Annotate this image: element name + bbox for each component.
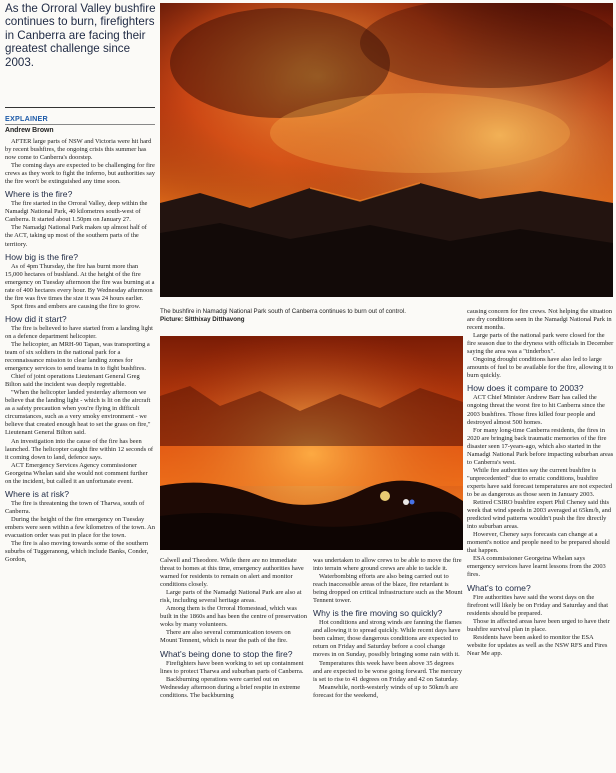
divider <box>5 107 155 108</box>
section-heading: How big is the fire? <box>5 251 79 262</box>
paragraph: Firefighters have been working to set up containment lines to protect Tharwa and suburban parts of Canberra. <box>160 659 304 675</box>
paragraph: The fire is believed to have started from a landing light on a defence department helicopter. <box>5 324 153 340</box>
paragraph: Those in affected areas have been urged to have their bushfire survival plan in place. <box>467 617 610 633</box>
paragraph: While fire authorities say the current bushfire is "unprecedented" due to erratic conditions, bushfire experts have said forecast temperatures are not expected to be as dangerous as those seen in January 2003. <box>467 466 612 498</box>
paragraph: Residents have been asked to monitor the ESA website for updates as well as the NSW RFS and Fires Near Me app. <box>467 633 608 657</box>
paragraph: causing concern for fire crews. Not helping the situation are dry conditions seen in the Namadgi National Park in recent months. <box>467 308 612 332</box>
paragraph: Meanwhile, north-westerly winds of up to 50km/h are forecast for the weekend, <box>313 683 459 699</box>
paragraph: Large parts of the Namadgi National Park are also at risk, including several heritage areas. <box>160 589 302 605</box>
paragraph: For many long-time Canberra residents, the fires in 2020 are bringing back traumatic memories of the fire disaster seen 17-years-ago, which also started in the Namadgi National Park before impacting suburban areas to Canberra's west. <box>467 426 614 466</box>
paragraph: The fire is also moving towards some of the southern suburbs of Tuggeranong, which include Banks, Conder, Gordon, <box>5 540 149 564</box>
kicker: EXPLAINER <box>5 114 48 123</box>
paragraph: Among them is the Orroral Homestead, which was built in the 1860s and has been the centre of preservation woks by many volunteers. <box>160 605 307 629</box>
paragraph: The coming days are expected to be challenging for fire crews as they work to fight the inferno, but authorities say the fire won't be extinguished any time soon. <box>5 162 155 186</box>
paragraph: An investigation into the cause of the fire has been launched. The helicopter caught fire within 12 seconds of it coming down to land, defence says. <box>5 437 154 461</box>
section-heading: Why is the fire moving so quickly? <box>313 608 443 619</box>
paragraph: Waterbombing efforts are also being carried out to reach inaccessible areas of the blaze, fire retardant is being dropped on critical infrastructure such as the Mount Tennent tower. <box>313 573 463 605</box>
paragraph: "When the helicopter landed yesterday afternoon we believe that the landing light - which is lit on the aircraft as a safety precaution when you're flying in difficult circumstances, such as a very smoky environment - we believe that created enough heat to set the grass on fire," Lieutenant General Bilton said. <box>5 389 151 437</box>
byline: Andrew Brown <box>5 127 54 134</box>
paragraph: Temperatures this week have been above 35 degrees and are expected to be worse going forward. The mercury is set to rise to 41 degrees on Friday and 42 on Saturday. <box>313 659 462 683</box>
paragraph: was undertaken to allow crews to be able to move the fire into terrain where ground crews are able to tackle it. <box>313 557 462 573</box>
paragraph: Hot conditions and strong winds are fanning the flames and allowing it to spread quickly. While recent days have been calmer, those dangerous conditions are expected to return on Friday and Saturday before a cool change moves in on Sunday, possibly bringing some rain with it. <box>313 619 462 659</box>
bushfire-photo-bottom <box>160 336 463 550</box>
divider <box>5 124 155 125</box>
paragraph: Backburning operations were carried out on Wednesday afternoon during a brief respite in extreme conditions. The backburning <box>160 675 301 699</box>
paragraph: Fire authorities have said the worst days on the firefront will likely be on Friday and Saturday and that residents should be prepared. <box>467 593 609 617</box>
paragraph: During the height of the fire emergency on Tuesday embers were seen within a few kilometres of the town. An evacuation order was put in place for the town. <box>5 515 155 539</box>
paragraph: Ongoing drought conditions have also led to large amounts of fuel to be available for the fire, allowing it to burn quickly. <box>467 356 614 380</box>
paragraph: ESA commissioner Georgeina Whelan says emergency services have learnt lessons from the 2003 fires. <box>467 555 606 579</box>
caption-text: The bushfire in Namadgi National Park south of Canberra continues to burn out of control. <box>160 308 406 315</box>
paragraph: Calwell and Theodore. While there are no immediate threat to homes at this time, emergency authorities have warned for residents to remain on alert and monitor conditions closely. <box>160 557 304 589</box>
article-column-3 <box>313 557 463 773</box>
paragraph: Large parts of the national park were closed for the fire season due to the dryness with officials in December saying the area was a "tinderbox". <box>467 332 614 356</box>
section-heading: How does it compare to 2003? <box>467 383 584 394</box>
section-heading: What's to come? <box>467 582 531 593</box>
paragraph: ACT Emergency Services Agency commissioner Georgeina Whelan said she would not comment further on the incident, but called it an unfortunate event. <box>5 461 148 485</box>
section-heading: Where is the fire? <box>5 189 73 200</box>
paragraph: ACT Chief Minister Andrew Barr has called the ongoing threat the worst fire to hit Canberra since the 2003 bushfires. Those fires killed four people and destroyed almost 500 homes. <box>467 394 605 426</box>
article-column-4 <box>467 308 614 773</box>
bushfire-photo-top <box>160 3 613 297</box>
paragraph: Spot fires and embers are causing the fire to grow. <box>11 302 141 310</box>
paragraph: The fire started in the Orroral Valley, deep within the Namadgi National Park, 40 kilometres south-west of Canberra. It started about 1.50pm on January 27. <box>5 200 148 224</box>
article-column-2 <box>160 557 308 773</box>
paragraph: The fire is threatening the town of Tharwa, south of Canberra. <box>5 499 145 515</box>
paragraph: As of 4pm Thursday, the fire has burnt more than 15,000 hectares of bushland. At the height of the fire emergency on Tuesday afternoon the fire was burning at a rate of 400 hectares every hour. By Wednesday afternoon the fire was five times the size it was 24 hours earlier. <box>5 262 155 302</box>
section-heading: How did it start? <box>5 313 67 324</box>
paragraph: Chief of joint operations Lieutenant General Greg Bilton said the incident was deeply regrettable. <box>5 373 140 389</box>
paragraph: However, Cheney says forecasts can change at a moment's notice and people need to be prepared should that happen. <box>467 531 610 555</box>
section-heading: Where is at risk? <box>5 488 69 499</box>
paragraph: AFTER large parts of NSW and Victoria were hit hard by recent bushfires, the ongoing crisis this summer has now come to Canberra's doorstep. <box>5 138 152 162</box>
article-column-1 <box>5 138 155 773</box>
paragraph: Retired CSIRO bushfire expert Phil Cheney said this week that wind speeds in 2003 averaged at 65km/h, and predicted wind patterns wouldn't push the fire directly into suburban areas. <box>467 499 612 531</box>
paragraph: The helicopter, an MRH-90 Tapan, was transporting a team of six soldiers in the national park for a reconnaissance mission to clear landing zones for emergency services to send teams in to fight bushfires. <box>5 340 150 373</box>
caption-credit: Picture: Sitthixay Ditthavong <box>160 315 245 323</box>
section-heading: What's being done to stop the fire? <box>160 648 293 659</box>
photo-caption <box>160 308 460 323</box>
paragraph: There are also several communication towers on Mount Tennent, which is near the path of the fire. <box>160 629 291 645</box>
headline: As the Orroral Valley bushfire continues to burn, firefighters in Canberra are facing their greatest challenge since 2003. <box>5 2 156 69</box>
paragraph: The Namadgi National Park makes up almost half of the ACT, taking up most of the southern parts of the territory. <box>5 224 147 248</box>
